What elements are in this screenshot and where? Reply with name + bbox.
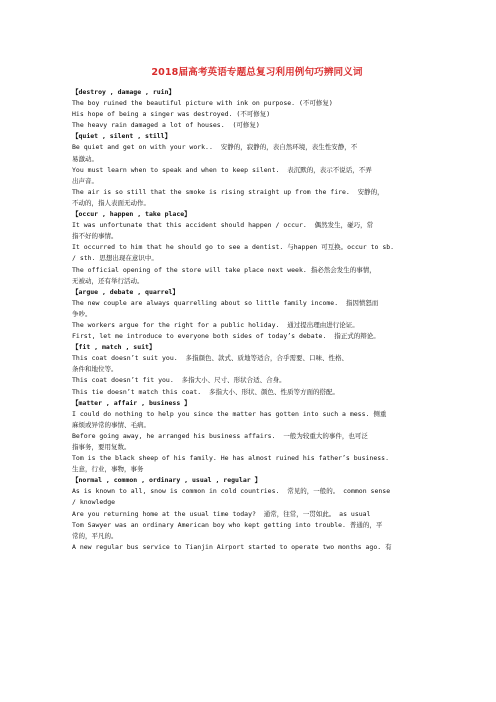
text-line: 指不好的事情。 (72, 232, 118, 241)
text-line: The air is so still that the smoke is rising straight up from the fire. 安静的， (72, 187, 384, 196)
section-heading: 【quiet , silent , still】 (72, 132, 172, 141)
text-line: 出声音。 (72, 176, 98, 185)
text-line: Tom Sawyer was an ordinary American boy who kept getting into trouble. 普通的，平 (72, 520, 383, 529)
section-heading: 【fit , match , suit】 (72, 343, 156, 352)
text-line: Are you returning home at the usual time today? 通常，往常，一贯如此。 as usual (72, 509, 371, 518)
text-line: This coat doesn’t fit you. 多指大小、尺寸、形状合适、合身。 (72, 376, 286, 385)
text-line: I could do nothing to help you since the matter has gotten into such a mess. 侧重 (72, 409, 387, 418)
text-line: Tom is the black sheep of his family. He has almost ruined his father’s business. (72, 454, 389, 463)
text-line: This coat doesn’t suit you. 多指颜色、款式、质地等适合，合乎需要、口味、性格、 (72, 354, 348, 363)
section-heading: 【occur , happen , take place】 (72, 210, 191, 219)
text-line: 生意，行业，事物，事务 (72, 465, 144, 474)
section-heading: 【argue , debate , quarrel】 (72, 287, 179, 296)
text-line: Be quiet and get on with your work.. 安静的，寂静的，表自然环境，表生性安静，不 (72, 143, 358, 152)
section-heading: 【destroy , damage , ruin】 (72, 88, 176, 96)
text-line: 易激动。 (72, 154, 98, 163)
text-line: 指事务，要用复数。 (72, 443, 131, 451)
text-line: This tie doesn’t match this coat. 多指大小、形状、颜色、性质等方面的搭配。 (72, 387, 339, 396)
text-line: 条件和地位等。 (72, 365, 118, 374)
text-line: It occurred to him that he should go to see a dentist. 与happen 可互换。occur to sb. (72, 243, 395, 252)
text-line: The official opening of the store will take place next week. 指必然会发生的事情， (72, 265, 376, 274)
text-line: A new regular bus service to Tianjin Airport started to operate two months ago. 有 (72, 542, 392, 551)
text-line: 不动的，指人表面无动作。 (72, 198, 150, 207)
text-line: Before going away, he arranged his business affairs. 一般为较重大的事件，也可泛 (72, 431, 368, 440)
text-line: 无被动，还有举行活动。 (72, 276, 144, 285)
text-line: You must learn when to speak and when to keep silent. 表沉默的，表示不说话，不弄 (72, 165, 372, 174)
text-line: First, let me introduce to everyone both sides of today’s debate. 指正式的辩论。 (72, 332, 380, 341)
text-line: It was unfortunate that this accident should happen / occur. 偶然发生，碰巧，常 (72, 221, 374, 230)
text-line: The new couple are always quarrelling about so little family income. 指因愤怒而 (72, 298, 379, 307)
text-line: 常的，平凡的。 (72, 531, 118, 540)
text-line: His hope of being a singer was destroyed. (不可修复) (72, 110, 271, 119)
section-heading: 【normal , common , ordinary , usual , regular 】 (72, 476, 262, 485)
text-line: 麻烦或异常的事情、毛病。 (72, 420, 150, 429)
text-line: 争吵。 (72, 309, 92, 318)
text-line: The heavy rain damaged a lot of houses. (可修复) (72, 121, 260, 130)
text-line: / sth. 思想出现在意识中。 (72, 254, 158, 263)
text-line: The boy ruined the beautiful picture with ink on purpose. (不可修复) (72, 99, 333, 108)
document-title: 2018届高考英语专题总复习利用例句巧辨同义词 (151, 67, 363, 78)
text-line: As is known to all, snow is common in cold countries. 常见的，一般的。 common sense (72, 487, 391, 496)
section-heading: 【matter , affair , business 】 (72, 398, 191, 407)
text-line: / knowledge (72, 498, 116, 507)
document-body (72, 87, 442, 553)
text-line: The workers argue for the right for a public holiday. 通过提出理由进行论证。 (72, 320, 359, 329)
